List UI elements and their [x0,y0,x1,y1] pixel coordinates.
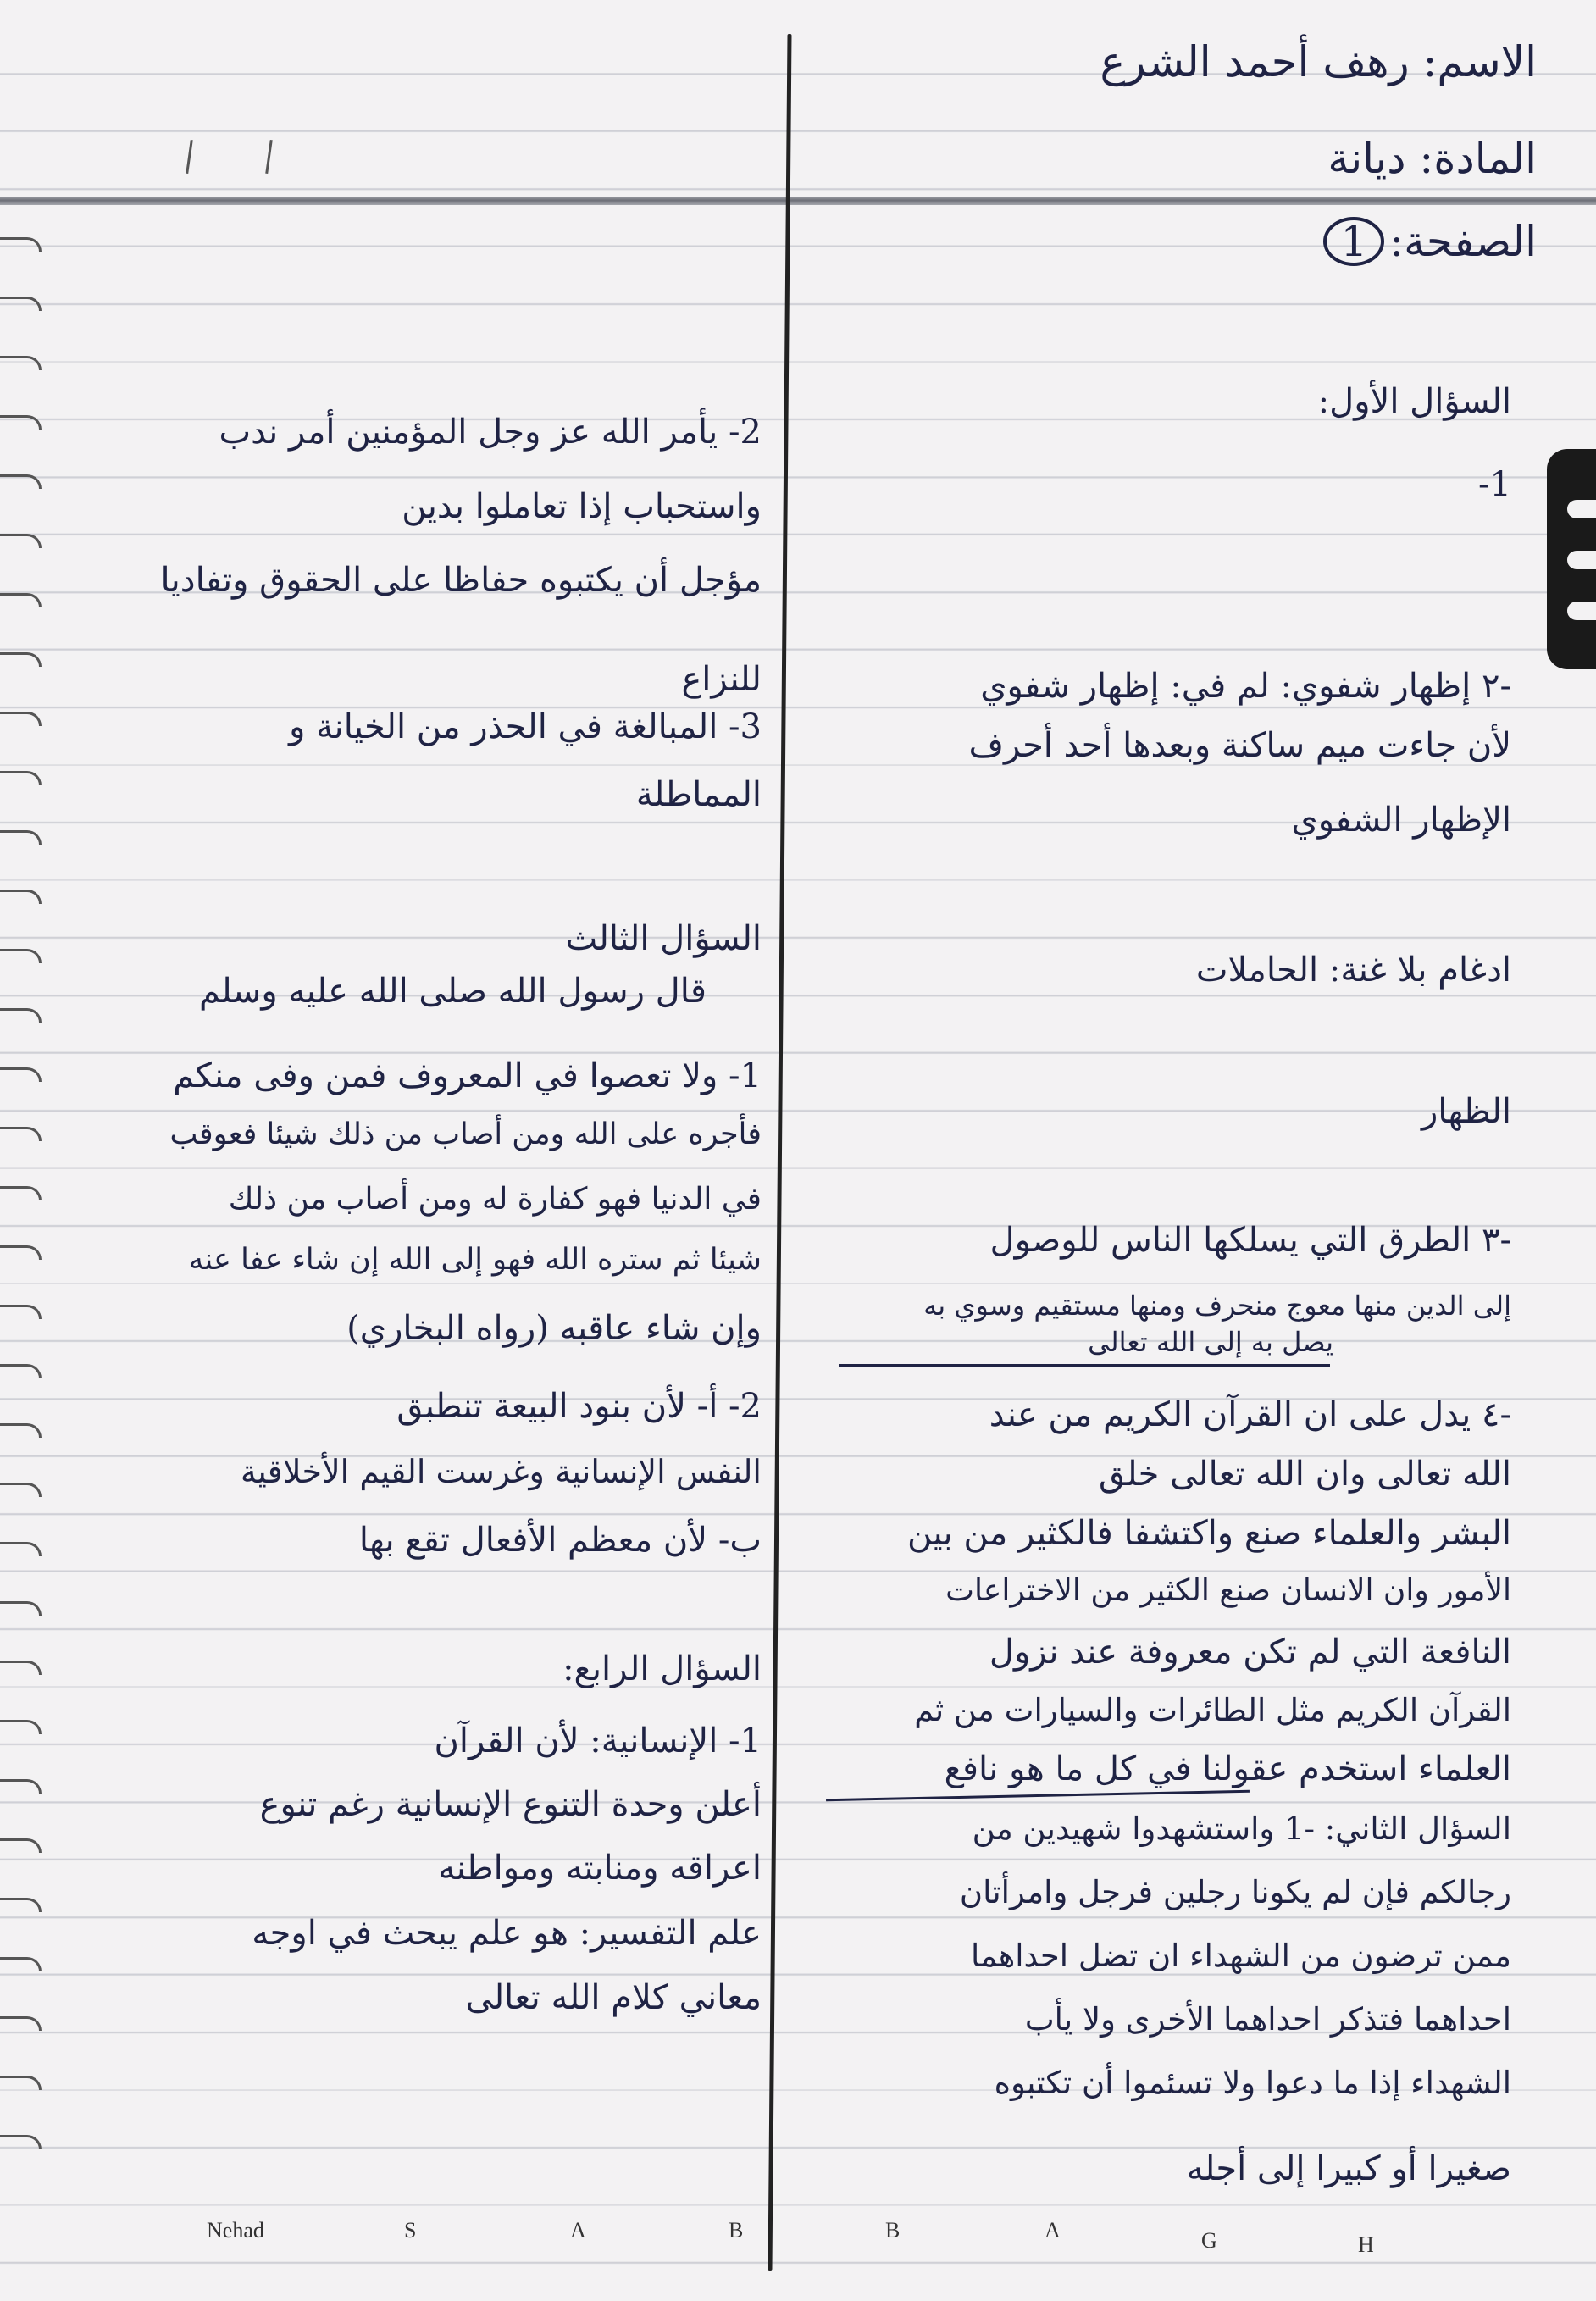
answer-line: ادغام بلا غنة: الحاملات [1195,951,1511,990]
question-1-heading: السؤال الأول: [1317,382,1511,421]
page-number-line [1318,217,1537,266]
answer-line: الإظهار الشفوي [1291,801,1511,840]
answer-line: الأمور وان الانسان صنع الكثير من الاختراعات [945,1573,1511,1608]
page-number: 1 [1323,217,1384,266]
answer-line: علم التفسير: هو علم يبحث في اوجه [252,1914,762,1953]
answer-line: 2- يأمر الله عز وجل المؤمنين أمر ندب [219,413,762,452]
student-name: الاسم: رهف أحمد الشرع [1100,37,1537,86]
answer-line: 3- المبالغة في الحذر من الخيانة و [289,707,762,746]
answer-line: -٢ إظهار شفوي: لم في: إظهار شفوي [980,667,1511,706]
answer-line: ب- لأن معظم الأفعال تقع بها [358,1521,762,1560]
column-divider [768,34,791,2271]
page-label: الصفحة: [1389,217,1537,266]
answer-line: 2- أ- لأن بنود البيعة تنطبق [396,1387,762,1426]
answer-line: النافعة التي لم تكن معروفة عند نزول [989,1633,1511,1672]
answer-line: العلماء استخدم عقولنا في كل ما هو نافع [944,1749,1511,1788]
subject-line: المادة: ديانة [1327,134,1537,183]
answer-line: المماطلة [635,775,762,814]
answer-line: احداهما فتذكر احداهما الأخرى ولا يأب [1024,2001,1511,2038]
answer-line: وإن شاء عاقبه (رواه البخاري) [346,1309,762,1348]
answer-line: قال رسول الله صلى الله عليه وسلم [198,972,707,1011]
question-2-heading: السؤال الثاني: -1 واستشهدوا شهيدين من [972,1810,1511,1847]
footer-brand: Nehad [207,2218,264,2243]
answer-line: الظهار [1421,1092,1511,1131]
answer-line: -٣ الطرق التي يسلكها الناس للوصول [989,1221,1511,1260]
answer-line: شيئا ثم ستره الله فهو إلى الله إن شاء عفا عنه [188,1243,762,1277]
answer-line: فأجره على الله ومن أصاب من ذلك شيئا فعوقب [169,1117,762,1151]
answer-line: الشهداء إذا ما دعوا ولا تسئموا أن تكتبوه [994,2065,1511,2101]
answer-line: إلى الدين منها معوج منحرف ومنها مستقيم وسوي به [923,1289,1511,1322]
footer-label: A [1045,2218,1061,2243]
footer-label: H [1358,2232,1374,2257]
answer-line: ممن ترضون من الشهداء ان تضل احداهما [971,1938,1511,1974]
answer-line: الله تعالى وان الله تعالى خلق [1099,1455,1511,1494]
answer-line: رجالكم فإن لم يكونا رجلين فرجل وامرأتان [959,1874,1511,1910]
answer-line: اعراقه ومنابته ومواطنه [438,1849,762,1888]
header-rule [0,197,1596,205]
answer-line: مؤجل أن يكتبوه حفاظا على الحقوق وتفاديا [160,561,762,600]
answer-line: -٤ يدل على ان القرآن الكريم من عند [989,1395,1511,1434]
underline [839,1364,1330,1367]
footer-label: B [885,2218,901,2243]
answer-line: النفس الإنسانية وغرست القيم الأخلاقية [240,1453,762,1490]
footer-label: G [1201,2228,1217,2253]
answer-line: 1- الإنسانية: لأن القرآن [434,1722,762,1760]
answer-line: يصل به إلى الله تعالى [1088,1326,1333,1358]
question-4-heading: السؤال الرابع: [562,1650,762,1688]
spiral-binding-marks [0,237,59,2186]
question-3-heading: السؤال الثالث [565,919,762,958]
binder-clip-icon [1547,449,1596,669]
answer-line: -1 [1478,465,1511,504]
answer-line: صغيرا أو كبيرا إلى أجله [1186,2149,1511,2188]
answer-line: واستحباب إذا تعاملوا بدين [402,487,762,526]
footer-label: B [729,2218,744,2243]
footer-label: S [404,2218,417,2243]
footer-label: A [570,2218,586,2243]
underline [826,1790,1250,1801]
answer-line: للنزاع [681,660,762,699]
answer-line: 1- ولا تعصوا في المعروف فمن وفى منكم [173,1056,762,1095]
answer-line: في الدنيا فهو كفارة له ومن أصاب من ذلك [228,1182,762,1217]
answer-line: أعلن وحدة التنوع الإنسانية رغم تنوع [259,1785,762,1824]
answer-line: القرآن الكريم مثل الطائرات والسيارات من ثم [914,1692,1511,1728]
answer-line: لأن جاءت ميم ساكنة وبعدها أحد أحرف [968,726,1511,765]
answer-line: البشر والعلماء صنع واكتشفا فالكثير من بين [907,1514,1511,1553]
answer-line: معاني كلام الله تعالى [465,1978,762,2017]
